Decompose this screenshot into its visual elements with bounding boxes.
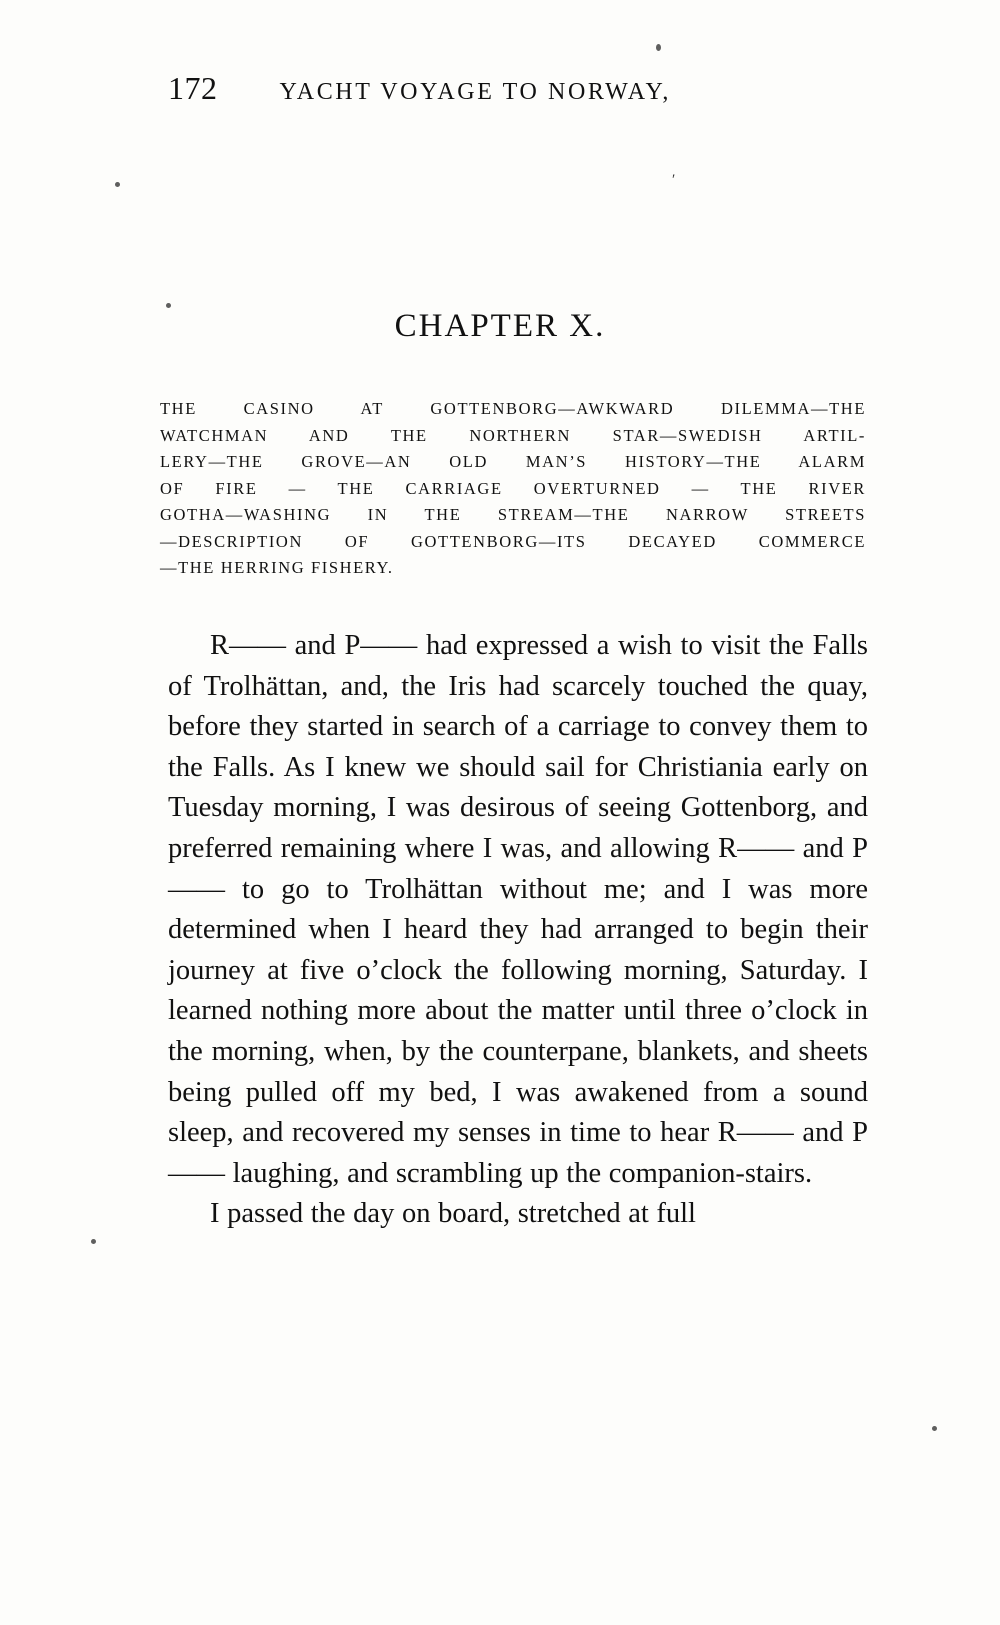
scan-speck: [656, 44, 661, 51]
argument-line: WATCHMAN AND THE NORTHERN STAR—SWEDISH ARTIL-: [160, 425, 866, 445]
scan-speck: [91, 1239, 96, 1244]
running-head: [168, 70, 868, 107]
argument-line: OF FIRE — THE CARRIAGE OVERTURNED — THE RIVER: [160, 478, 866, 498]
chapter-argument: [160, 396, 866, 582]
argument-line: THE CASINO AT GOTTENBORG—AWKWARD DILEMMA—THE: [160, 399, 866, 418]
chapter-title: CHAPTER X.: [394, 308, 606, 344]
running-head-title: YACHT VOYAGE TO NORWAY,: [279, 79, 671, 105]
paragraph: I passed the day on board, stretched at full: [210, 1198, 696, 1230]
body-text: [168, 626, 868, 1235]
scan-speck: [115, 182, 120, 187]
argument-line: GOTHA—WASHING IN THE STREAM—THE NARROW STREETS: [160, 505, 866, 524]
page-number: 172: [168, 70, 218, 106]
argument-line: LERY—THE GROVE—AN OLD MAN’S HISTORY—THE ALARM: [160, 452, 866, 471]
scan-mark: ′: [672, 172, 676, 188]
scan-speck: [932, 1426, 937, 1431]
argument-line: —DESCRIPTION OF GOTTENBORG—ITS DECAYED COMMERCE: [160, 531, 866, 551]
paragraph: R—— and P—— had expressed a wish to visit the Falls of Trolhättan, and, the Iris had scarcely touched the quay, before they started in search of a carriage to convey them to the Falls. As I knew we should sail for Christiania early on Tuesday morning, I was desirous of seeing Gottenborg, and preferred remaining where I was, and allowing R—— and P—— to go to Trolhättan without me; and I was more determined when I heard they had arranged to begin their journey at five o’clock the following morning, Saturday. I learned nothing more about the matter until three o’clock in the morning, when, by the counterpane, blankets, and sheets being pulled off my bed, I was awakened from a sound sleep, and recovered my senses in time to hear R—— and P—— laughing, and scrambling up the companion-stairs.: [168, 630, 868, 1189]
argument-line: —THE HERRING FISHERY.: [160, 558, 394, 577]
